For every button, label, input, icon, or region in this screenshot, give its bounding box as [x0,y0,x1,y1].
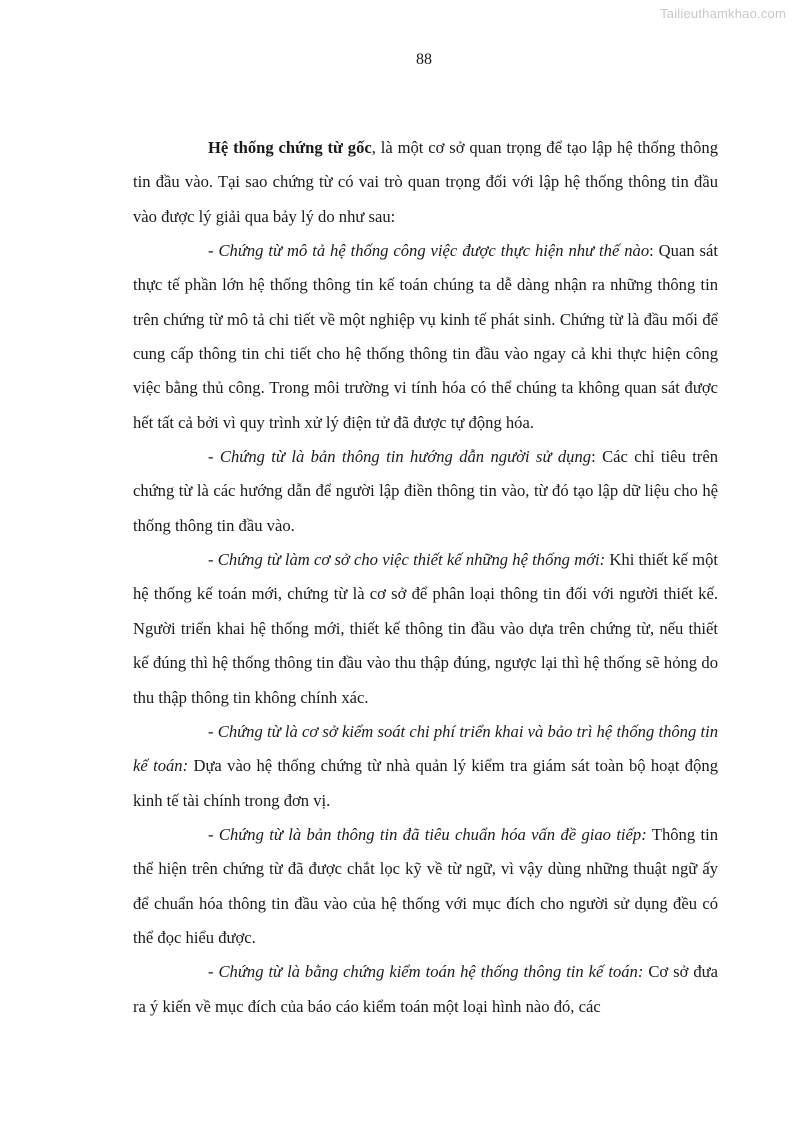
paragraph [133,818,718,955]
paragraph [133,715,718,818]
document-body [133,131,718,1024]
paragraph [133,131,718,234]
paragraph [133,955,718,1024]
paragraph-text: : Quan sát thực tế phần lớn hệ thống thông tin kế toán chúng ta dễ dàng nhận ra những thông tin trên chứng từ mô tả chi tiết về một nghiệp vụ kinh tế phát sinh. Chứng từ là đầu mối để cung cấp thông tin chi tiết cho hệ thống thông tin đầu vào ngay cả khi thực hiện công việc bằng thủ công. Trong môi trường vi tính hóa có thể chúng ta không quan sát được hết tất cả bởi vì quy trình xử lý điện tử đã được tự động hóa. [133,241,718,432]
paragraph-lead: - Chứng từ mô tả hệ thống công việc được thực hiện như thế nào [208,241,650,261]
paragraph-lead: Hệ thống chứng từ gốc [208,138,372,157]
paragraph-text: : Các chỉ tiêu trên chứng từ là các hướng dẫn để người lập điền thông tin vào, từ đó tạo lập dữ liệu cho hệ thống thông tin đầu vào. [133,447,718,535]
paragraph-text: Dựa vào hệ thống chứng từ nhà quản lý kiểm tra giám sát toàn bộ hoạt động kinh tế tài chính trong đơn vị. [133,756,718,810]
paragraph [133,440,718,543]
paragraph-text: Cơ sở đưa ra ý kiến về mục đích của báo cáo kiểm toán một loại hình nào đó, các [133,962,718,1016]
paragraph-lead: - Chứng từ là bằng chứng kiểm toán hệ thống thông tin kế toán: [208,962,644,982]
paragraph-lead: - Chứng từ là bản thông tin đã tiêu chuẩn hóa vấn đề giao tiếp: [208,824,647,844]
paragraph-text: Thông tin thể hiện trên chứng từ đã được chắt lọc kỹ về từ ngữ, vì vậy dùng những thuật ngữ ấy để chuẩn hóa thông tin đầu vào của hệ thống với mục đích cho người sử dụng đều có thể đọc hiểu được. [133,824,719,947]
paragraph-lead: - Chứng từ là bản thông tin hướng dẫn người sử dụng [208,447,592,467]
paragraph [133,543,718,715]
paragraph-lead: - Chứng từ làm cơ sở cho việc thiết kế những hệ thống mới: [208,550,606,570]
paragraph-text: , là một cơ sở quan trọng để tạo lập hệ thống thông tin đầu vào. Tại sao chứng từ có vai trò quan trọng đối với lập hệ thống thông tin đầu vào được lý giải qua bảy lý do như sau: [133,138,718,226]
paragraph-text: Khi thiết kế một hệ thống kế toán mới, chứng từ là cơ sở để phân loại thông tin đối với người thiết kế. Người triển khai hệ thống mới, thiết kế thông tin đầu vào dựa trên chứng từ, nếu thiết kế đúng thì hệ thống thông tin đầu vào thu thập đúng, ngược lại thì hệ thống sẽ hỏng do thu thập thông tin không chính xác. [133,550,718,707]
paragraph-lead: - Chứng từ là cơ sở kiểm soát chi phí triển khai và bảo trì hệ thống thông tin kế toán: [133,721,718,776]
paragraph [133,234,718,440]
watermark: Tailieuthamkhao.com [660,6,786,21]
page-number: 88 [416,51,432,68]
